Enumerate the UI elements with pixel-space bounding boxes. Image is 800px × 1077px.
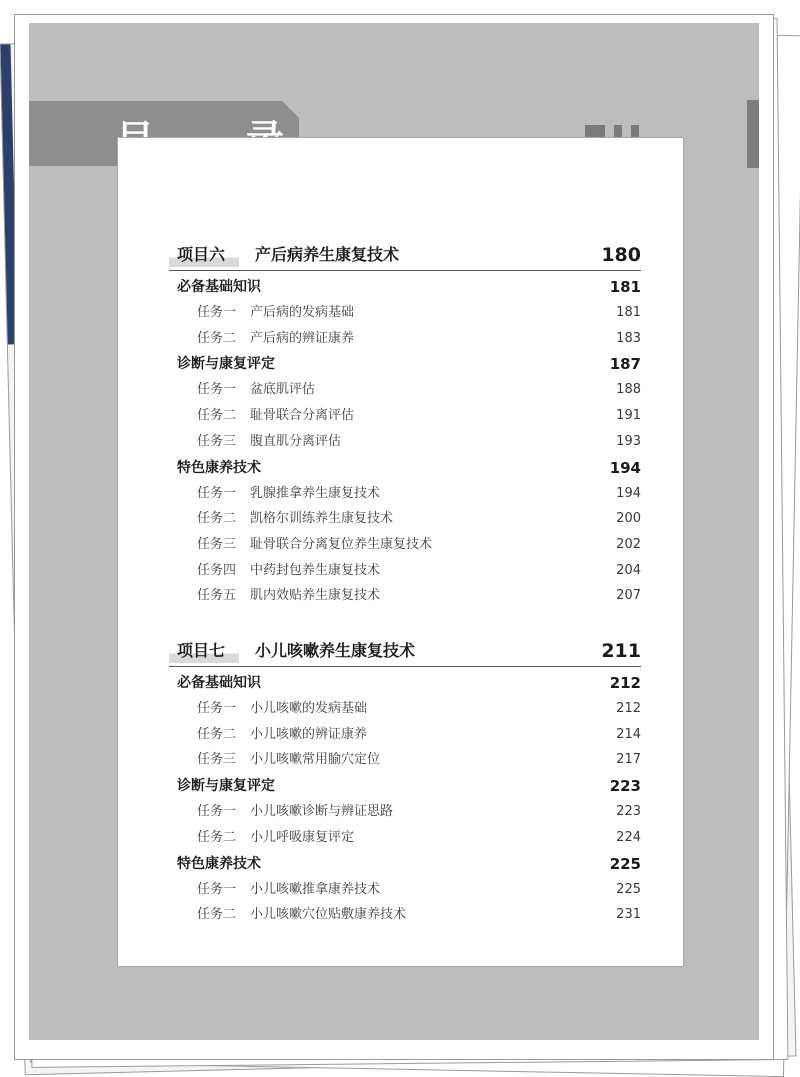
toc-task-entry[interactable] [169, 430, 641, 454]
section-title: 诊断与康复评定 [177, 778, 275, 795]
toc-task-entry[interactable] [169, 826, 641, 850]
page-number: 193 [616, 433, 641, 449]
toc-task-entry[interactable] [169, 800, 641, 824]
task-label: 任务二 [197, 408, 237, 424]
toc-task-entry[interactable] [169, 697, 641, 721]
task-label: 任务五 [197, 588, 237, 604]
page-number: 214 [616, 726, 641, 742]
page-number: 181 [609, 278, 641, 296]
page-number: 223 [609, 777, 641, 796]
toc-section-entry[interactable] [169, 774, 641, 798]
toc-task-entry[interactable] [169, 559, 641, 583]
toc-task-entry[interactable] [169, 507, 641, 531]
project-title: 小儿咳嗽养生康复技术 [255, 641, 416, 660]
page-number: 231 [616, 907, 641, 923]
task-title: 乳腺推拿养生康复技术 [250, 485, 381, 501]
page-number: 204 [616, 562, 641, 578]
task-title: 小儿咳嗽推拿康养技术 [250, 881, 381, 897]
toc-task-entry[interactable] [169, 533, 641, 557]
page-number: 207 [616, 588, 641, 604]
task-label: 任务三 [197, 433, 237, 449]
task-label: 任务一 [197, 485, 237, 501]
page-number: 212 [616, 701, 641, 716]
toc-section-entry[interactable] [169, 671, 641, 695]
toc-task-entry[interactable] [169, 327, 641, 351]
task-title: 盆底肌评估 [250, 382, 316, 398]
toc-task-entry[interactable] [169, 404, 641, 428]
toc-task-entry[interactable] [169, 723, 641, 747]
section-title: 特色康养技术 [177, 459, 261, 476]
project-title: 产后病养生康复技术 [255, 245, 400, 264]
task-label: 任务一 [197, 305, 237, 320]
section-title: 必备基础知识 [177, 675, 261, 691]
section-title: 必备基础知识 [177, 279, 261, 295]
task-title: 小儿呼吸康复评定 [250, 829, 355, 845]
task-title: 中药封包养生康复技术 [250, 562, 381, 578]
task-label: 任务三 [197, 752, 237, 768]
toc-task-entry[interactable] [169, 878, 641, 902]
task-title: 小儿咳嗽常用腧穴定位 [250, 752, 381, 768]
task-title: 肌内效贴养生康复技术 [250, 588, 381, 604]
project-label: 项目七 [177, 641, 226, 660]
project-divider [169, 270, 641, 271]
section-title: 特色康养技术 [177, 855, 261, 872]
task-title: 耻骨联合分离评估 [250, 408, 355, 424]
task-label: 任务四 [197, 562, 237, 578]
page-number: 211 [601, 640, 641, 662]
page-number: 183 [616, 330, 641, 346]
task-title: 产后病的辨证康养 [250, 330, 355, 346]
toc-task-entry[interactable] [169, 584, 641, 608]
toc-section-entry[interactable] [169, 456, 641, 480]
task-title: 耻骨联合分离复位养生康复技术 [250, 536, 433, 552]
toc-task-entry[interactable] [169, 748, 641, 772]
toc-section-entry[interactable] [169, 852, 641, 876]
toc-task-entry[interactable] [169, 378, 641, 402]
toc-section-entry[interactable] [169, 352, 641, 376]
toc-task-entry[interactable] [169, 301, 641, 325]
page-number: 187 [609, 355, 641, 374]
task-title: 产后病的发病基础 [250, 305, 355, 320]
toc-panel [117, 137, 684, 967]
task-title: 小儿咳嗽穴位贴敷康养技术 [250, 907, 407, 923]
task-title: 小儿咳嗽的辨证康养 [250, 726, 368, 742]
toc-project-entry[interactable] [169, 243, 641, 267]
task-label: 任务二 [197, 726, 237, 742]
task-title: 小儿咳嗽的发病基础 [250, 701, 368, 716]
page-number: 225 [616, 881, 641, 897]
toc-task-entry[interactable] [169, 482, 641, 506]
task-title: 凯格尔训练养生康复技术 [250, 511, 394, 527]
task-title: 腹直肌分离评估 [250, 433, 342, 449]
page-edge-tab [747, 100, 759, 168]
section-title: 诊断与康复评定 [177, 356, 275, 373]
task-label: 任务一 [197, 881, 237, 897]
page-number: 224 [616, 829, 641, 845]
page-number: 181 [616, 305, 641, 320]
project-label: 项目六 [177, 245, 226, 264]
page-number: 194 [616, 485, 641, 501]
page-number: 188 [616, 382, 641, 398]
page-number: 191 [616, 408, 641, 424]
toc-task-entry[interactable] [169, 903, 641, 927]
task-label: 任务一 [197, 701, 237, 716]
page-number: 200 [616, 511, 641, 527]
page-number: 212 [609, 674, 641, 692]
page-number: 223 [616, 804, 641, 820]
page-number: 217 [616, 752, 641, 768]
page-number: 180 [601, 244, 641, 266]
task-title: 小儿咳嗽诊断与辨证思路 [250, 804, 394, 820]
page-number: 202 [616, 536, 641, 552]
toc-section-entry[interactable] [169, 275, 641, 299]
task-label: 任务二 [197, 511, 237, 527]
task-label: 任务二 [197, 907, 237, 923]
task-label: 任务一 [197, 804, 237, 820]
page-number: 194 [609, 458, 641, 477]
task-label: 任务二 [197, 829, 237, 845]
project-divider [169, 666, 641, 667]
page-number: 225 [609, 854, 641, 873]
toc-project-entry[interactable] [169, 639, 641, 663]
task-label: 任务二 [197, 330, 237, 346]
task-label: 任务一 [197, 382, 237, 398]
task-label: 任务三 [197, 536, 237, 552]
